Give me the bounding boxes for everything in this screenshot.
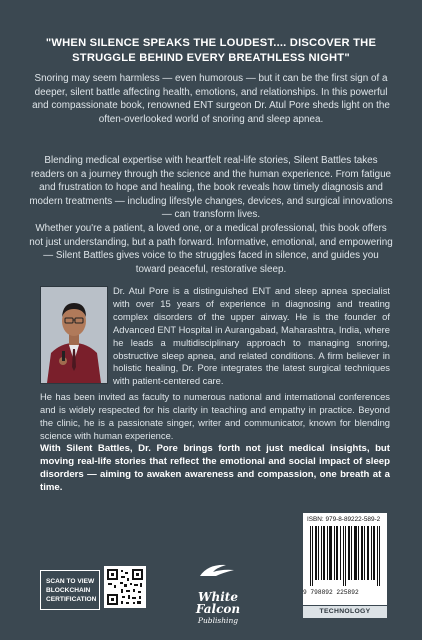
falcon-icon bbox=[186, 562, 250, 578]
barcode-digits: 9 798892 225892 bbox=[303, 589, 359, 596]
blockchain-scan-label: SCAN TO VIEW BLOCKCHAIN CERTIFICATION bbox=[40, 570, 100, 610]
publisher-subtitle: Publishing bbox=[197, 616, 239, 625]
description-paragraph: Blending medical expertise with heartfelt real-life stories, Silent Battles takes readers on a journey through the science and the human experience. From fatigue and frustration to hope and healing, the book reveals how timely diagnosis and modern treatments — including lifestyle changes, devices, and surgical innovations — can transform lives. bbox=[29, 155, 393, 221]
qr-code[interactable] bbox=[104, 566, 146, 608]
author-bio: Dr. Atul Pore is a distinguished ENT and sleep apnea specialist with over 15 years of experience in diagnosing and treating complex disorders of the upper airway. He is the founder of Advanced ENT Hospital in Aurangabad, Maharashtra, India, where he leads a multidisciplinary approach to managing snoring, obstructive sleep apnea, and related conditions. A firm believer in holistic healing, Dr. Pore integrates the latest surgical techniques with patient-centered care. bbox=[113, 285, 390, 387]
description-paragraph: Whether you're a patient, a loved one, or a medical professional, this book offers not just understanding, but a path forward. Informative, emotional, and empowering — Silent Battles gives voice to the struggles faced in silence, and guides you toward peaceful, restorative sleep. bbox=[29, 223, 393, 275]
author-faculty-text: He has been invited as faculty to numerous national and international conferences and is widely respected for his clarity in teaching and empathy in practice. Beyond the clinic, he is a passionate singer, writer and communicator, known for blending science with human experience. bbox=[40, 391, 390, 441]
description-paragraph: Snoring may seem harmless — even humorous — but it can be the first sign of a deeper, silent battle affecting health, emotions, and relationships. In this powerful and compassionate book, renowned ENT surgeon Dr. Atul Pore sheds light on the often-overlooked world of snoring and sleep apnea. bbox=[32, 73, 390, 125]
tagline: "WHEN SILENCE SPEAKS THE LOUDEST.... DISCOVER THE STRUGGLE BEHIND EVERY BREATHLESS NIGHT" bbox=[45, 37, 377, 64]
isbn-text: ISBN: 979-8-89222-589-2 bbox=[307, 516, 381, 523]
publisher-logo bbox=[186, 562, 250, 625]
publisher-name: White Falcon bbox=[195, 590, 241, 616]
barcode-icon bbox=[309, 526, 381, 586]
closing-statement: With Silent Battles, Dr. Pore brings forth not just medical insights, but moving real-life stories that reflect the emotional and social impact of sleep disorders — aiming to awaken awareness and compassion, one breath at a time. bbox=[40, 443, 390, 493]
category-label: TECHNOLOGY bbox=[303, 606, 387, 618]
isbn-barcode bbox=[303, 513, 387, 605]
author-photo bbox=[40, 286, 108, 384]
